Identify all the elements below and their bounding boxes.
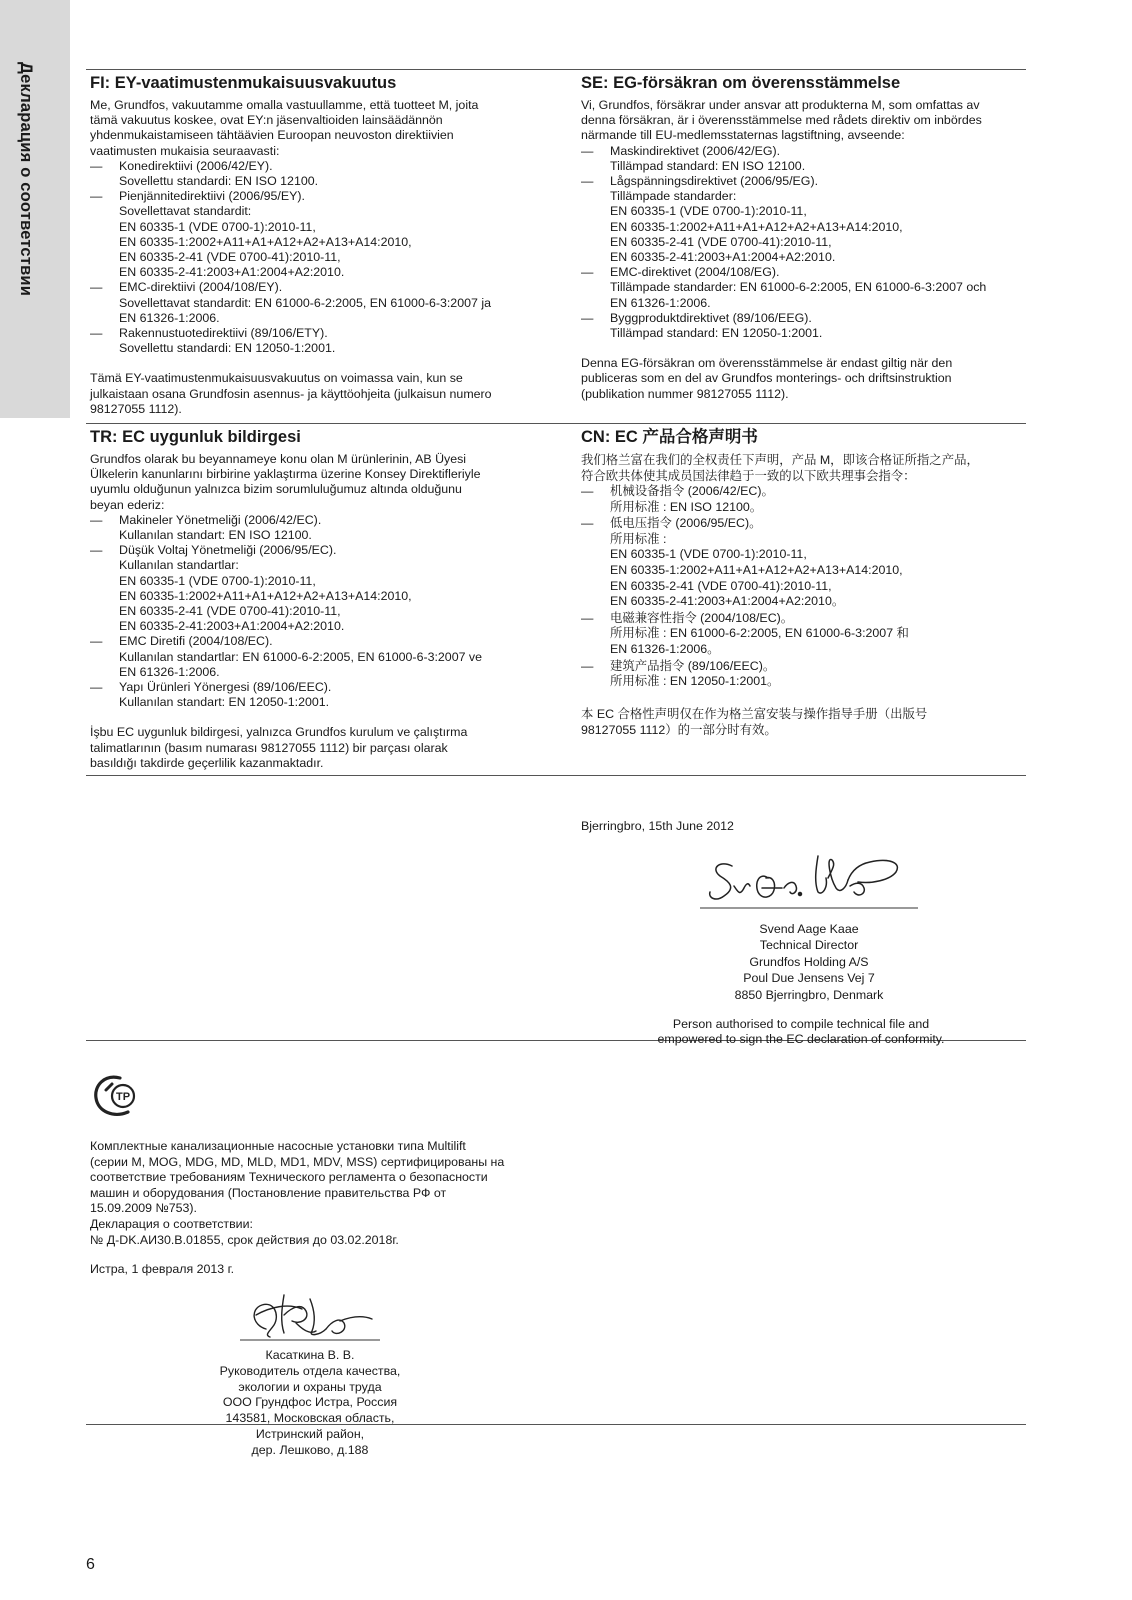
grundfos-signature-image: [700, 848, 940, 918]
se-directive-item: — Maskindirektivet (2006/42/EG). Tillämpad standard: EN ISO 12100.: [581, 143, 806, 173]
cn-directive-item: — 电磁兼容性指令 (2004/108/EC)。 所用标准 : EN 61000-6-2:2005, EN 61000-6-3:2007 和 EN 61326-1:2006。: [581, 610, 909, 656]
se-directive-item: — Lågspänningsdirektivet (2006/95/EG). Tillämpade standarder: EN 60335-1 (VDE 0700-1):2010-11, EN 60335-1:2002+A11+A1+A12+A2+A13+A14:2010, EN 60335-2-41 (VDE 0700-41):2010-11, EN 60335-2-41:2003+A1:2004+A2:2010.: [581, 174, 903, 265]
cn-declaration: [581, 428, 1026, 738]
cn-directive-item: — 低电压指令 (2006/95/EC)。 所用标准 : EN 60335-1 (VDE 0700-1):2010-11, EN 60335-1:2002+A11+A1+A12+A2+A13+A14:2010, EN 60335-2-41 (VDE 0700-41):2010-11, EN 60335-2-41:2003+A1:2004+A2:2010。: [581, 516, 903, 609]
fi-directive-item: — Konedirektiivi (2006/42/EY). Sovellettu standardi: EN ISO 12100.: [90, 158, 319, 189]
side-tab-label: Декларация о соответствии: [17, 62, 35, 297]
side-tab: [0, 0, 70, 418]
se-title: SE: EG-försäkran om överensstämmelse: [581, 74, 901, 92]
middle-rule: [86, 423, 1026, 424]
se-declaration: [581, 74, 1026, 402]
fi-declaration: [90, 74, 560, 417]
russia-signatory-details: Касаткина В. В. Руководитель отдела качества, экологии и охраны труда ООО Грундфос Истра, Россия 143581, Московская область, Истринский район, дер. Лешково, д.188: [219, 1348, 401, 1457]
fi-intro: Me, Grundfos, vakuutamme omalla vastuullamme, että tuotteet M, joita tämä vakuutus koskee, ovat EY:n jäsenvaltioiden lainsäädännön yhdenmukaistamiseen tähtäävien Euroopan neuvoston direktiivien vaatimusten mukaisia seuraavasti:: [90, 98, 479, 158]
cn-directive-item: — 建筑产品指令 (89/106/EEC)。 所用标准 : EN 12050-1:2001。: [581, 658, 780, 689]
russia-signature-image: [240, 1285, 385, 1345]
fi-directive-item: — Pienjännitedirektiivi (2006/95/EY). Sovellettavat standardit: EN 60335-1 (VDE 0700-1):2010-11, EN 60335-1:2002+A11+A1+A12+A2+A13+A14:2010, EN 60335-2-41 (VDE 0700-41):2010-11, EN 60335-2-41:2003+A1:2004+A2:2010.: [90, 189, 412, 280]
tr-directive-item: — Düşük Voltaj Yönetmeliği (2006/95/EC). Kullanılan standartlar: EN 60335-1 (VDE 0700-1):2010-11, EN 60335-1:2002+A11+A1+A12+A2+A13+A14:2010, EN 60335-2-41 (VDE 0700-41):2010-11, EN 60335-2-41:2003+A1:2004+A2:2010.: [90, 543, 412, 634]
se-directive-item: — Byggproduktdirektivet (89/106/EEG). Tillämpad standard: EN 12050-1:2001.: [581, 310, 823, 341]
tr-directive-item: — Makineler Yönetmeliği (2006/42/EC). Kullanılan standart: EN ISO 12100.: [90, 512, 322, 543]
cn-intro: 我们格兰富在我们的全权责任下声明，产品 M，即该合格证所指之产品， 符合欧共体使其成员国法律趋于一致的以下欧共理事会指令：: [581, 453, 979, 483]
tr-validity-note: İşbu EC uygunluk bildirgesi, yalnızca Grundfos kurulum ve çalıştırma talimatlarının (basım numarası 98127055 1112) bir parçası olarak basıldığı takdirde geçerlilik kazanmaktadır.: [90, 725, 468, 770]
authorised-person-note: Person authorised to compile technical file and empowered to sign the EC declaration of conformity.: [657, 1017, 945, 1047]
tr-directive-list: [90, 513, 560, 711]
tr-title: TR: EC uygunluk bildirgesi: [90, 428, 301, 446]
se-intro: Vi, Grundfos, försäkrar under ansvar att produkterna M, som omfattas av denna försäkran, är i överensstämmelse med rådets direktiv om inbördes närmande till EU-medlemsstaternas lagstiftning, avseende:: [581, 98, 982, 143]
eac-conformity-mark-icon: [90, 1072, 140, 1118]
grundfos-signatory-details: Svend Aage Kaae Technical Director Grundfos Holding A/S Poul Due Jensens Vej 7 8850 Bjerringbro, Denmark: [734, 922, 884, 1002]
page-number: 6: [86, 1556, 95, 1573]
russia-place-date: Истра, 1 февраля 2013 г.: [90, 1262, 235, 1276]
se-directive-item: — EMC-direktivet (2004/108/EG). Tillämpade standarder: EN 61000-6-2:2005, EN 61000-6-3:2007 och EN 61326-1:2006.: [581, 265, 987, 310]
russia-certification-text: Комплектные канализационные насосные установки типа Multilift (серии M, MOG, MDG, MD, MLD, MD1, MDV, MSS) сертифицированы на соответствие требованиям Технического регламента о безопасности машин и оборудования (Постановление правительства РФ от 15.09.2009 №753). Декларация о соответствии: № Д-DK.АИ30.В.01855, срок действия до 03.02.2018г.: [90, 1139, 505, 1247]
fi-title: FI: EY-vaatimustenmukaisuusvakuutus: [90, 74, 397, 92]
fi-directive-list: [90, 159, 560, 357]
se-validity-note: Denna EG-försäkran om överensstämmelse är endast giltig när den publiceras som en del av Grundfos monterings- och driftsinstruktion (publikation nummer 98127055 1112).: [581, 356, 953, 401]
grundfos-place-date: Bjerringbro, 15th June 2012: [581, 819, 734, 833]
fi-directive-item: — EMC-direktiivi (2004/108/EY). Sovellettavat standardit: EN 61000-6-2:2005, EN 61000-6-3:2007 ja EN 61326-1:2006.: [90, 280, 491, 325]
se-directive-list: [581, 144, 1026, 342]
tr-directive-item: — EMC Diretifi (2004/108/EC). Kullanılan standartlar: EN 61000-6-2:2005, EN 61000-6-3:2007 ve EN 61326-1:2006.: [90, 634, 483, 679]
fi-validity-note: Tämä EY-vaatimustenmukaisuusvakuutus on voimassa vain, kun se julkaistaan osana Grundfosin asennus- ja käyttöohjeita (julkaisun numero 98127055 1112).: [90, 371, 492, 416]
tr-directive-item: — Yapı Ürünleri Yönergesi (89/106/EEC). Kullanılan standart: EN 12050-1:2001.: [90, 680, 332, 710]
fi-directive-item: — Rakennustuotedirektiivi (89/106/ETY). Sovellettu standardi: EN 12050-1:2001.: [90, 326, 336, 356]
cn-title: CN: EC 产品合格声明书: [581, 428, 758, 446]
top-rule: [86, 69, 1026, 70]
tr-declaration: [90, 428, 560, 771]
cn-directive-item: — 机械设备指令 (2006/42/EC)。 所用标准 : EN ISO 12100。: [581, 484, 774, 514]
eac-mark-letters: ТР: [115, 1091, 131, 1103]
cn-validity-note: 本 EC 合格性声明仅在作为格兰富安装与操作指导手册（出版号 98127055 1112）的一部分时有效。: [581, 706, 928, 737]
cn-directive-list: [581, 484, 1026, 690]
signature-rule: [86, 775, 1026, 776]
tr-intro: Grundfos olarak bu beyannameye konu olan M ürünlerinin, AB Üyesi Ülkelerin kanunlarını birbirine yaklaştırma üzerine Konsey Direktifleriyle uyumlu olduğunun yalnızca bizim sorumluluğumuz altında olduğunu beyan ederiz:: [90, 452, 481, 512]
